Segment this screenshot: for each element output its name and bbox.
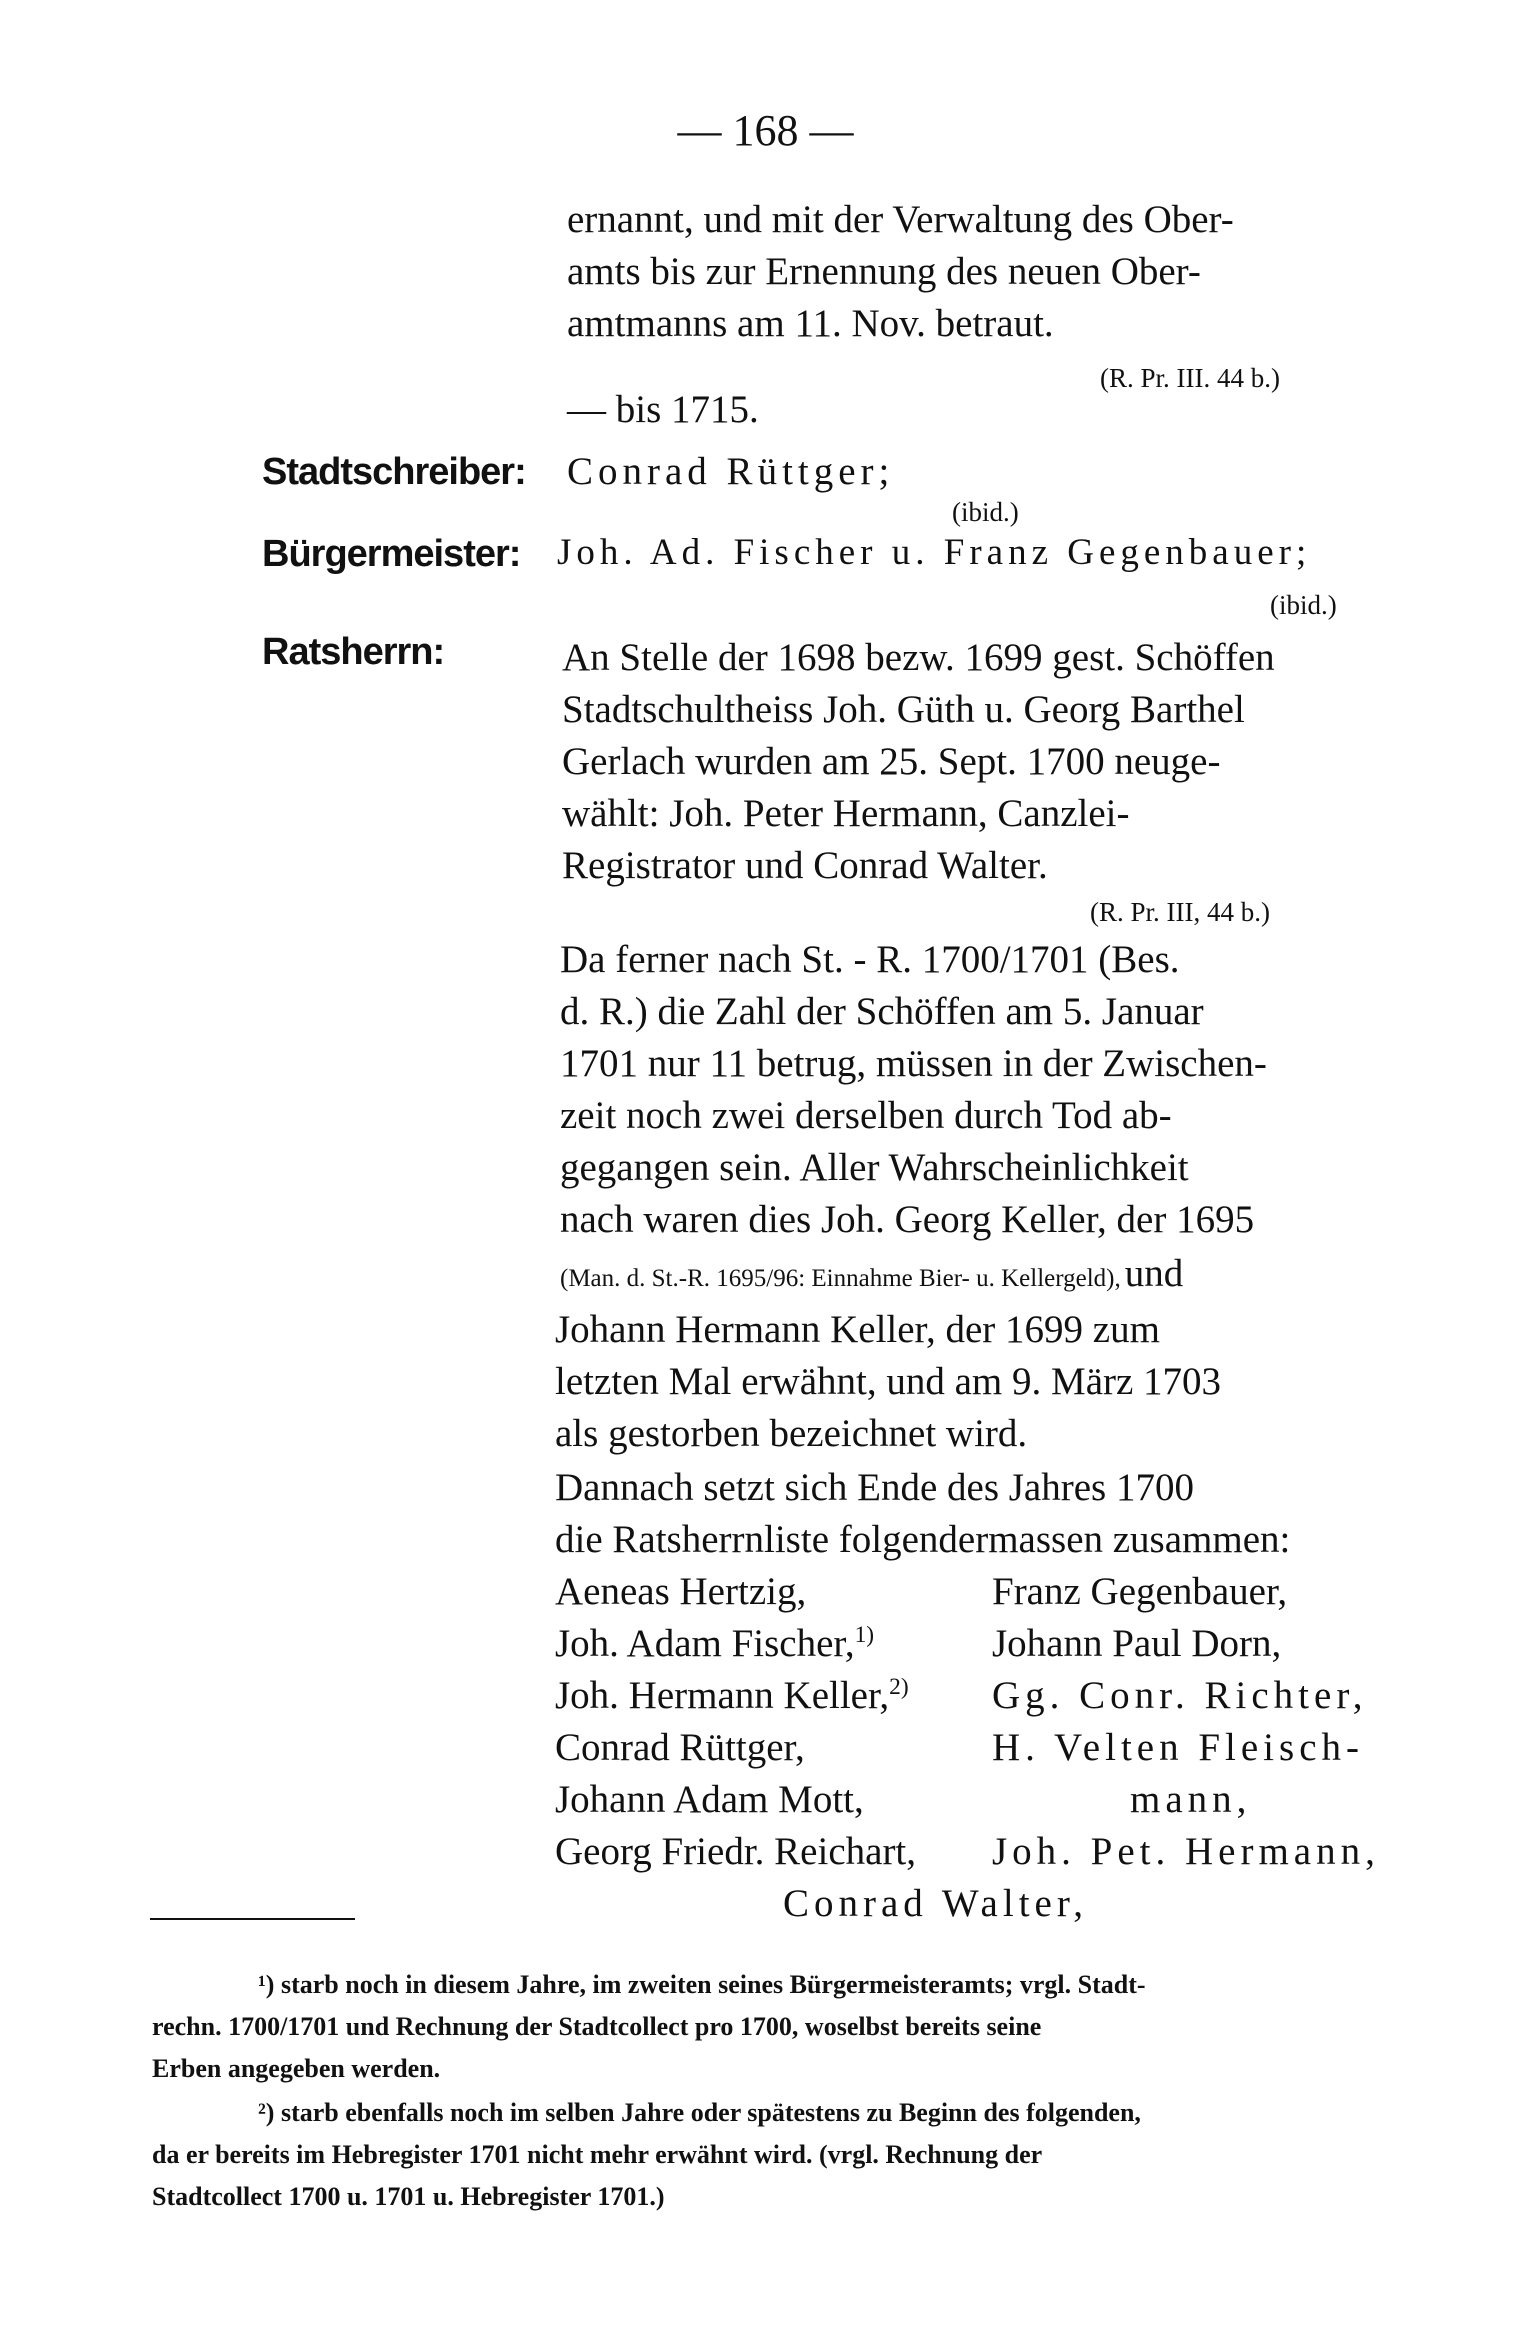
ratsherrn-para4-line-2: die Ratsherrnliste folgendermassen zusammen: (555, 1518, 1291, 1561)
ratsherrn-para3-line-3: als gestorben bezeichnet wird. (555, 1412, 1028, 1455)
intro-line-3: amtmanns am 11. Nov. betraut. (567, 302, 1054, 345)
list-left-2-name: Joh. Adam Fischer, (555, 1622, 855, 1665)
ratsherrn-para2-line-5: gegangen sein. Aller Wahrscheinlichkeit (560, 1146, 1189, 1189)
buergermeister-label: Bürgermeister: (262, 533, 521, 575)
ratsherrn-para1-line-2: Stadtschultheiss Joh. Güth u. Georg Barthel (562, 688, 1245, 731)
list-left-3 (555, 1676, 909, 1715)
ratsherrn-para2-line-3: 1701 nur 11 betrug, müssen in der Zwischen- (560, 1042, 1267, 1085)
list-right-4: H. Velten Fleisch- (992, 1726, 1364, 1769)
list-right-3: Gg. Conr. Richter, (992, 1674, 1368, 1717)
ratsherrn-para1-line-4: wählt: Joh. Peter Hermann, Canzlei- (562, 792, 1130, 835)
stadtschreiber-value: Conrad Rüttger; (567, 450, 895, 493)
ratsherrn-para1-line-5: Registrator und Conrad Walter. (562, 844, 1048, 887)
ratsherrn-para2-line-2: d. R.) die Zahl der Schöffen am 5. Januar (560, 990, 1204, 1033)
ratsherrn-para2-source: (Man. d. St.-R. 1695/96: Einnahme Bier- u. Kellergeld), (560, 1265, 1121, 1292)
list-left-4: Conrad Rüttger, (555, 1726, 805, 1769)
intro-line-1: ernannt, und mit der Verwaltung des Ober- (567, 198, 1234, 241)
stadtschreiber-reference: (ibid.) (952, 497, 1019, 527)
footnote-1-line-3: Erben angegeben werden. (152, 2054, 441, 2083)
ratsherrn-para3-line-2: letzten Mal erwähnt, und am 9. März 1703 (555, 1360, 1222, 1403)
list-right-5: mann, (1130, 1778, 1252, 1821)
list-left-1: Aeneas Hertzig, (555, 1570, 807, 1613)
ratsherrn-para2-line-4: zeit noch zwei derselben durch Tod ab- (560, 1094, 1172, 1137)
footnote-mark-1: 1) (854, 1622, 875, 1648)
list-left-3-name: Joh. Hermann Keller, (555, 1674, 890, 1717)
ratsherrn-reference: (R. Pr. III, 44 b.) (1090, 897, 1270, 927)
footnote-2-line-3: Stadtcollect 1700 u. 1701 u. Hebregister 1701.) (152, 2182, 665, 2211)
footnote-divider (150, 1918, 355, 1920)
page-number: — 168 — (677, 106, 854, 155)
ratsherrn-para1-line-1: An Stelle der 1698 bezw. 1699 gest. Schöffen (562, 636, 1275, 679)
list-left-6: Georg Friedr. Reichart, (555, 1830, 917, 1873)
list-last: Conrad Walter, (783, 1882, 1089, 1925)
list-right-1: Franz Gegenbauer, (992, 1570, 1288, 1613)
list-right-2: Johann Paul Dorn, (992, 1622, 1282, 1665)
footnote-2-line-2: da er bereits im Hebregister 1701 nicht mehr erwähnt wird. (vrgl. Rechnung der (152, 2140, 1043, 2169)
footnote-1-line-1: ¹) starb noch in diesem Jahre, im zweiten seines Bürgermeisteramts; vrgl. Stadt- (258, 1970, 1146, 1999)
intro-line-2: amts bis zur Ernennung des neuen Ober- (567, 250, 1201, 293)
intro-reference: (R. Pr. III. 44 b.) (1100, 363, 1280, 393)
ratsherrn-para2-line-6: nach waren dies Joh. Georg Keller, der 1695 (560, 1198, 1255, 1241)
ratsherrn-para2-source-tail: und (1124, 1252, 1184, 1295)
buergermeister-reference: (ibid.) (1270, 590, 1337, 620)
ratsherrn-para1-line-3: Gerlach wurden am 25. Sept. 1700 neuge- (562, 740, 1221, 783)
ratsherrn-para4-line-1: Dannach setzt sich Ende des Jahres 1700 (555, 1466, 1194, 1509)
footnote-1-line-2: rechn. 1700/1701 und Rechnung der Stadtcollect pro 1700, woselbst bereits seine (152, 2012, 1042, 2041)
stadtschreiber-label: Stadtschreiber: (262, 451, 526, 493)
ratsherrn-para2-line-1: Da ferner nach St. - R. 1700/1701 (Bes. (560, 938, 1180, 981)
list-right-6: Joh. Pet. Hermann, (992, 1830, 1380, 1873)
buergermeister-value: Joh. Ad. Fischer u. Franz Gegenbauer; (557, 532, 1312, 573)
list-left-2 (555, 1624, 874, 1663)
ratsherrn-para3-line-1: Johann Hermann Keller, der 1699 zum (555, 1308, 1160, 1351)
list-left-5: Johann Adam Mott, (555, 1778, 864, 1821)
intro-until: — bis 1715. (567, 388, 759, 431)
footnote-mark-2: 2) (889, 1674, 909, 1700)
ratsherrn-label: Ratsherrn: (262, 631, 445, 673)
footnote-2-line-1: ²) starb ebenfalls noch im selben Jahre oder spätestens zu Beginn des folgenden, (258, 2098, 1141, 2127)
ratsherrn-para2-source-line (560, 1254, 1183, 1293)
